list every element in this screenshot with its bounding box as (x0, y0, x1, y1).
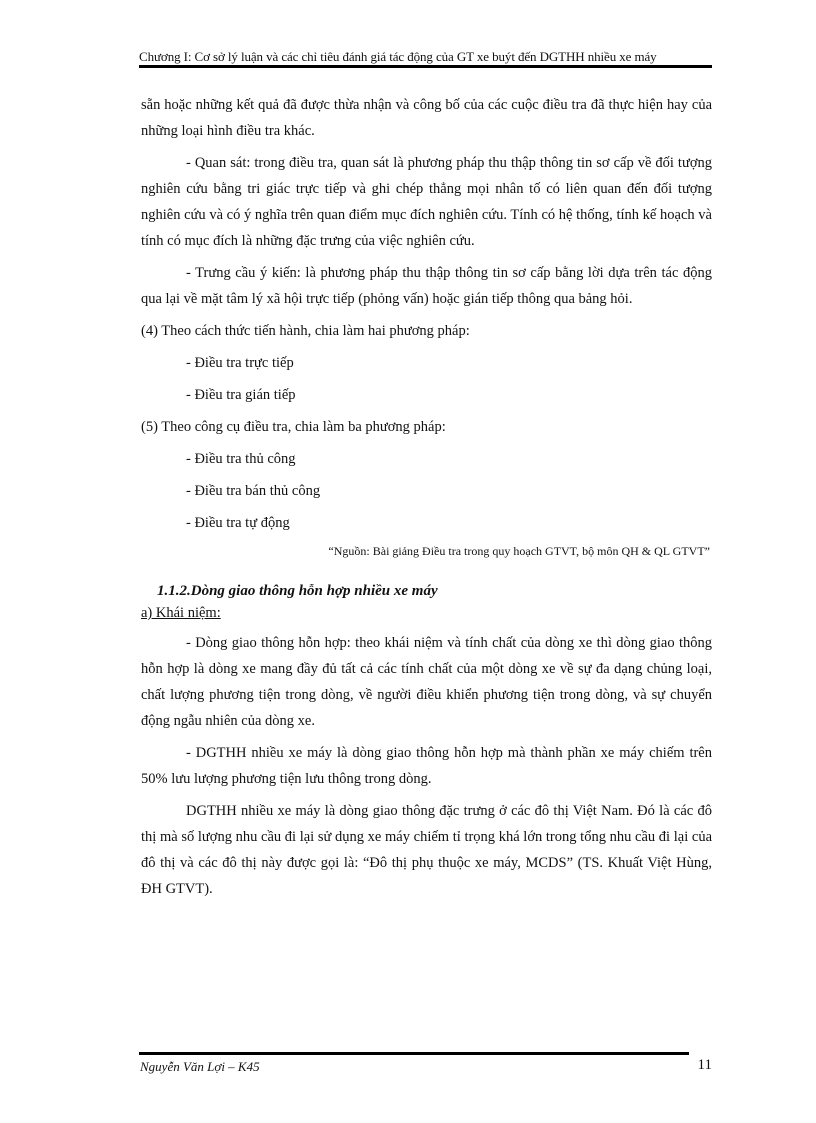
page-body (141, 92, 712, 902)
footer-author: Nguyễn Văn Lợi – K45 (140, 1059, 260, 1074)
paragraph-observation: - Quan sát: trong điều tra, quan sát là phương pháp thu thập thông tin sơ cấp về đối tượng nghiên cứu bằng tri giác trực tiếp và ghi chép thẳng mọi nhân tố có liên quan đến đối tượng nghiên cứu và có ý nghĩa trên quan điểm mục đích nghiên cứu. Tính có hệ thống, tính kế hoạch và tính có mục đích là những đặc trưng của việc nghiên cứu. (141, 155, 712, 249)
list-item: - Điều tra trực tiếp (186, 355, 294, 371)
list-item: - Điều tra tự động (186, 515, 290, 531)
paragraph-mcds: DGTHH nhiều xe máy là dòng giao thông đặc trưng ở các đô thị Việt Nam. Đó là các đô thị mà số lượng nhu cầu đi lại sử dụng xe máy chiếm tỉ trọng khá lớn trong tổng nhu cầu đi lại của đô thị và các đô thị này được gọi là: “Đô thị phụ thuộc xe máy, MCDS” (TS. Khuất Việt Hùng, ĐH GTVT). (141, 803, 712, 897)
subsection-title: a) Khái niệm: (141, 605, 221, 621)
list-item: - Điều tra thủ công (186, 451, 296, 467)
running-header: Chương I: Cơ sở lý luận và các chỉ tiêu đánh giá tác động của GT xe buýt đến DGTHH nhiều xe máy (139, 49, 657, 64)
page-number: 11 (697, 1057, 712, 1073)
list-item: - Điều tra gián tiếp (186, 387, 296, 403)
section-title: 1.1.2.Dòng giao thông hỗn hợp nhiều xe máy (157, 583, 438, 599)
paragraph-method-4: (4) Theo cách thức tiến hành, chia làm hai phương pháp: (141, 323, 470, 339)
header-rule (139, 65, 712, 68)
source-citation: “Nguồn: Bài giảng Điều tra trong quy hoạch GTVT, bộ môn QH & QL GTVT” (328, 544, 710, 558)
paragraph-motorbike-share: - DGTHH nhiều xe máy là dòng giao thông hỗn hợp mà thành phần xe máy chiếm trên 50% lưu lượng phương tiện lưu thông trong dòng. (141, 745, 712, 787)
paragraph-method-5: (5) Theo công cụ điều tra, chia làm ba phương pháp: (141, 419, 446, 435)
paragraph-survey-opinion: - Trưng cầu ý kiến: là phương pháp thu thập thông tin sơ cấp bằng lời dựa trên tác động qua lại về mặt tâm lý xã hội trực tiếp (phỏng vấn) hoặc gián tiếp thông qua bảng hỏi. (141, 265, 712, 307)
list-item: - Điều tra bán thủ công (186, 483, 321, 499)
paragraph-continuation: sẵn hoặc những kết quả đã được thừa nhận và công bố của các cuộc điều tra đã thực hiện hay của những loại hình điều tra khác. (141, 97, 712, 139)
footer-rule (139, 1052, 689, 1055)
paragraph-mixed-traffic: - Dòng giao thông hỗn hợp: theo khái niệm và tính chất của dòng xe thì dòng giao thông hỗn hợp là dòng xe mang đầy đủ tất cả các tính chất của một dòng xe về sự đa dạng chủng loại, chất lượng phương tiện trong dòng, về người điều khiển phương tiện trong dòng, và sự chuyển động ngẫu nhiên của dòng xe. (141, 635, 712, 729)
